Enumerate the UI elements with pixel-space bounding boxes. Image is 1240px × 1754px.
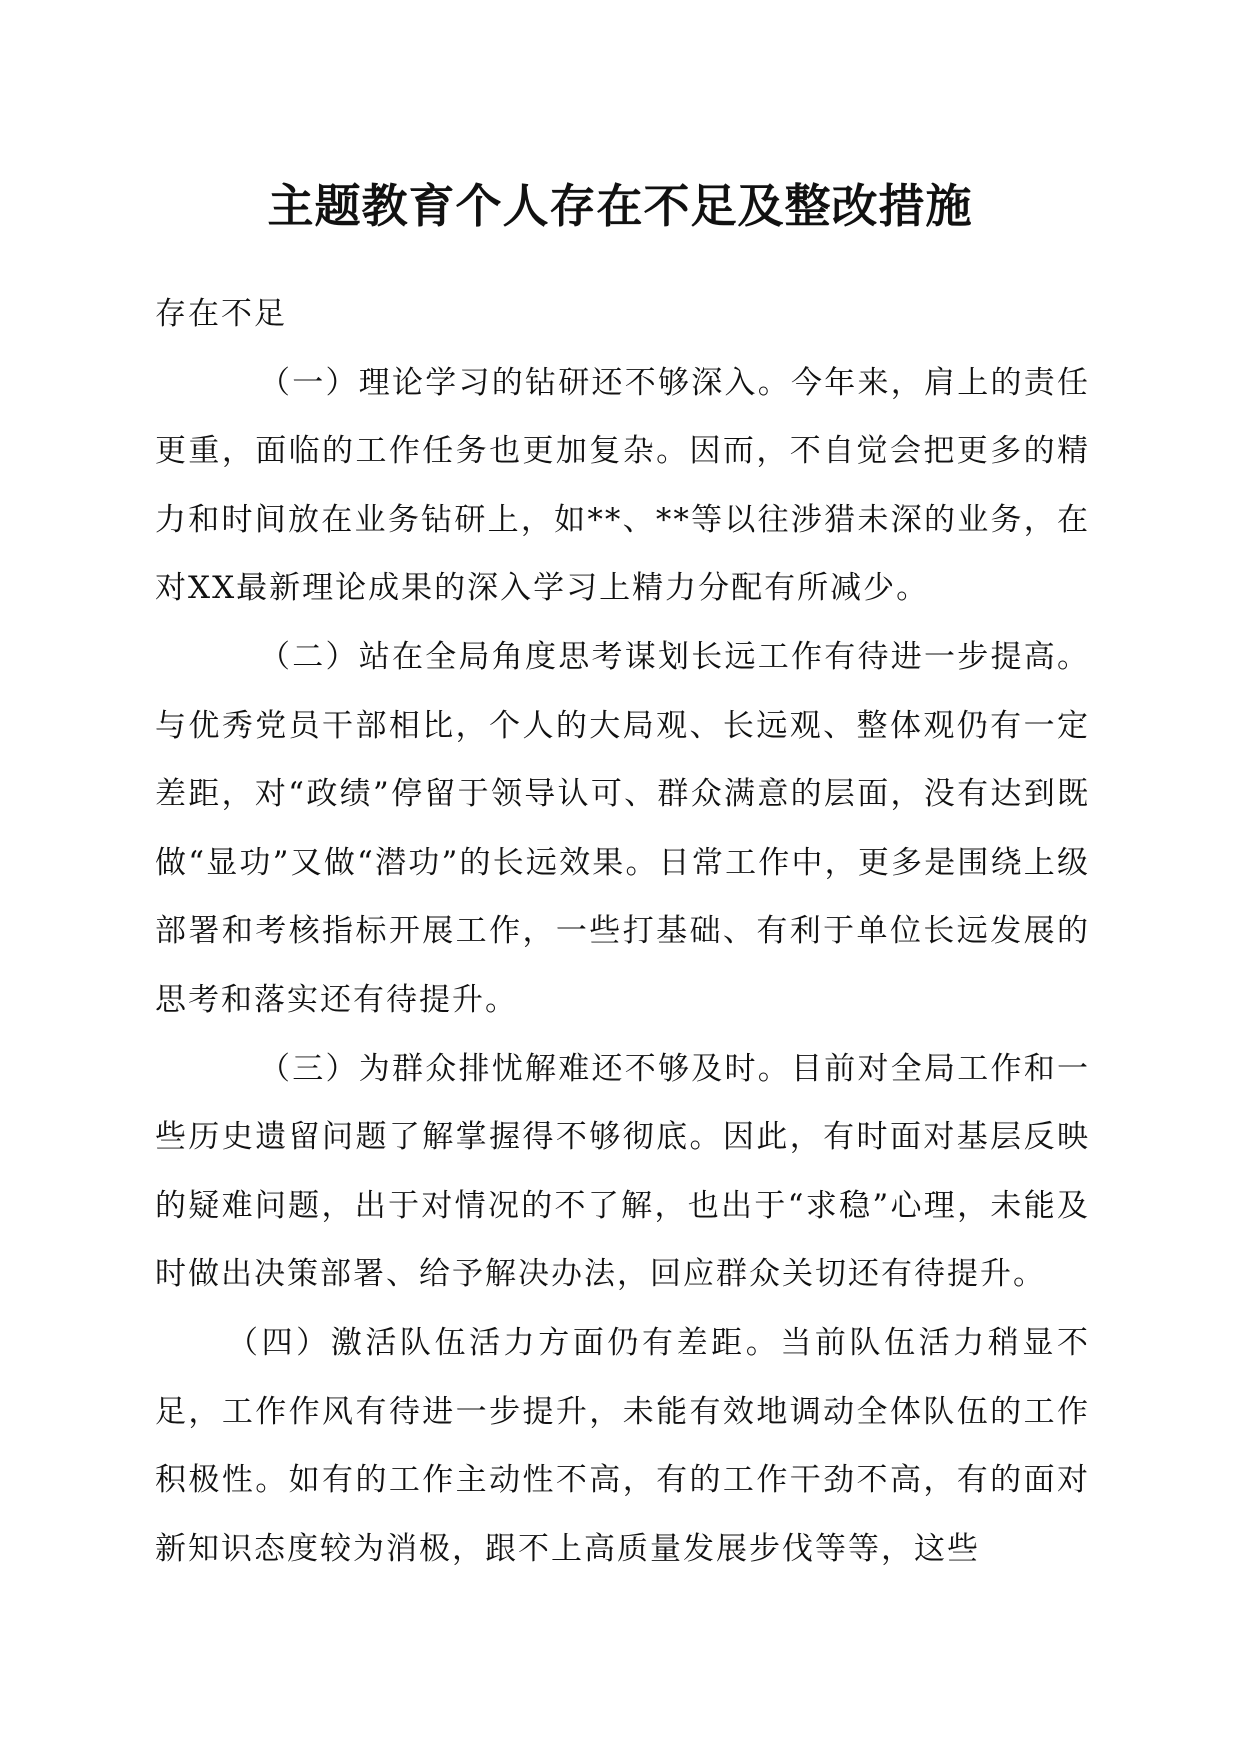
paragraph-2: （二）站在全局角度思考谋划长远工作有待进一步提高。与优秀党员干部相比，个人的大局观、长远观、整体观仍有一定差距，对“政绩”停留于领导认可、群众满意的层面，没有达到既做“显功”又做“潜功”的长远效果。日常工作中，更多是围绕上级部署和考核指标开展工作，一些打基础、有利于单位长远发展的思考和落实还有待提升。	[155, 638, 1090, 1018]
section-heading: 存在不足	[155, 296, 287, 332]
paragraph-4: （四）激活队伍活力方面仍有差距。当前队伍活力稍显不足，工作作风有待进一步提升，未能有效地调动全体队伍的工作积极性。如有的工作主动性不高，有的工作干劲不高，有的面对新知识态度较为消极，跟不上高质量发展步伐等等，这些	[155, 1324, 1090, 1567]
document-title: 主题教育个人存在不足及整改措施	[267, 179, 973, 233]
paragraph-3: （三）为群众排忧解难还不够及时。目前对全局工作和一些历史遗留问题了解掌握得不够彻底。因此，有时面对基层反映的疑难问题，出于对情况的不了解，也出于“求稳”心理，未能及时做出决策部署、给予解决办法，回应群众关切还有待提升。	[155, 1050, 1090, 1293]
paragraph-1: （一）理论学习的钻研还不够深入。今年来，肩上的责任更重，面临的工作任务也更加复杂。因而，不自觉会把更多的精力和时间放在业务钻研上，如**、**等以往涉猎未深的业务，在对XX最新理论成果的深入学习上精力分配有所减少。	[155, 364, 1090, 607]
document-body	[155, 280, 1090, 1583]
